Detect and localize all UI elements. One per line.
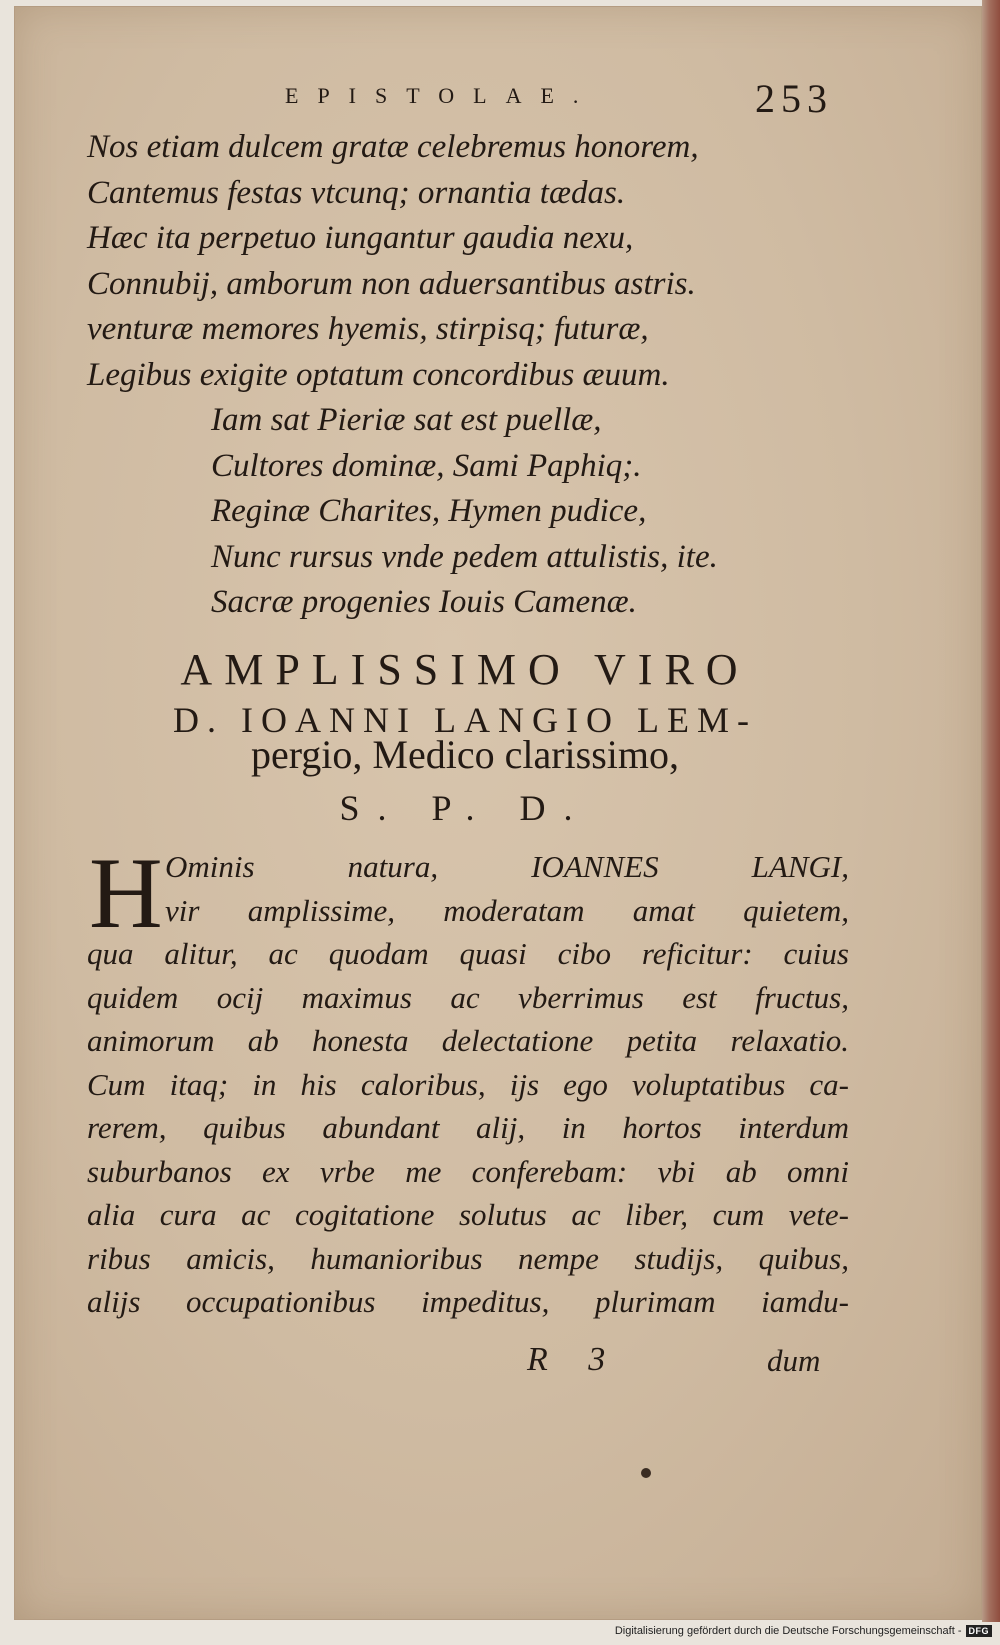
letter-heading-line1: AMPLISSIMO VIRO bbox=[180, 645, 750, 694]
verse-line: Reginæ Charites, Hymen pudice, bbox=[211, 493, 647, 529]
letter-body bbox=[87, 837, 849, 1324]
body-line: ribus amicis, humanioribus nempe studijs, quibus, bbox=[87, 1240, 849, 1276]
body-line: qua alitur, ac quodam quasi cibo reficitur: cuius bbox=[87, 936, 849, 971]
verse-line: Nunc rursus vnde pedem attulistis, ite. bbox=[211, 538, 718, 575]
verse-line: venturæ memores hyemis, stirpisq; futuræ, bbox=[87, 311, 649, 347]
verse-block bbox=[87, 125, 847, 626]
ink-dot bbox=[641, 1468, 651, 1478]
body-line: quidem ocij maximus ac vberrimus est fructus, bbox=[87, 979, 849, 1015]
verse-line: Cantemus festas vtcunq; ornantia tædas. bbox=[87, 174, 626, 211]
drop-cap: H bbox=[89, 837, 163, 950]
footer-text: Digitalisierung gefördert durch die Deutsche Forschungsgemeinschaft - bbox=[614, 1625, 962, 1637]
body-line: alijs occupationibus impeditus, plurimam iamdu- bbox=[87, 1284, 849, 1319]
verse-line: Cultores dominæ, Sami Paphiq;. bbox=[211, 447, 642, 484]
body-line: animorum ab honesta delectatione petita relaxatio. bbox=[87, 1023, 849, 1058]
verse-line: Connubij, amborum non aduersantibus astris. bbox=[87, 265, 696, 302]
verse-line: Iam sat Pieriæ sat est puellæ, bbox=[211, 402, 602, 438]
book-binding-edge bbox=[982, 0, 1000, 1622]
catchword: dum bbox=[767, 1343, 821, 1378]
verse-line: Hæc ita perpetuo iungantur gaudia nexu, bbox=[87, 220, 634, 256]
digitization-footer bbox=[615, 1623, 992, 1639]
running-head bbox=[285, 75, 845, 121]
body-line: alia cura ac cogitatione solutus ac liber, cum vete- bbox=[87, 1197, 849, 1232]
book-page bbox=[14, 6, 982, 1620]
letter-heading-line4: S. P. D. bbox=[339, 788, 591, 828]
body-line: vir amplissime, moderatam amat quietem, bbox=[165, 892, 849, 928]
verse-line: Sacræ progenies Iouis Camenæ. bbox=[211, 584, 637, 620]
verse-line: Nos etiam dulcem gratæ celebremus honorem, bbox=[87, 129, 699, 165]
body-line: Cum itaq; in his caloribus, ijs ego voluptatibus ca- bbox=[87, 1066, 849, 1102]
letter-heading-line2: D. IOANNI LANGIO LEM- bbox=[173, 700, 757, 740]
letter-heading-line3: pergio, Medico clarissimo, bbox=[250, 732, 680, 777]
signature-mark: R 3 bbox=[527, 1341, 622, 1378]
body-line: Ominis natura, IOANNES LANGI, bbox=[165, 849, 849, 884]
running-head-title: EPISTOLAE. bbox=[285, 83, 598, 108]
verse-line: Legibus exigite optatum concordibus æuum. bbox=[87, 356, 670, 393]
dfg-logo: DFG bbox=[966, 1625, 993, 1637]
body-line: rerem, quibus abundant alij, in hortos interdum bbox=[87, 1110, 849, 1145]
page-number: 253 bbox=[755, 76, 833, 121]
body-line: suburbanos ex vrbe me conferebam: vbi ab omni bbox=[87, 1153, 849, 1189]
